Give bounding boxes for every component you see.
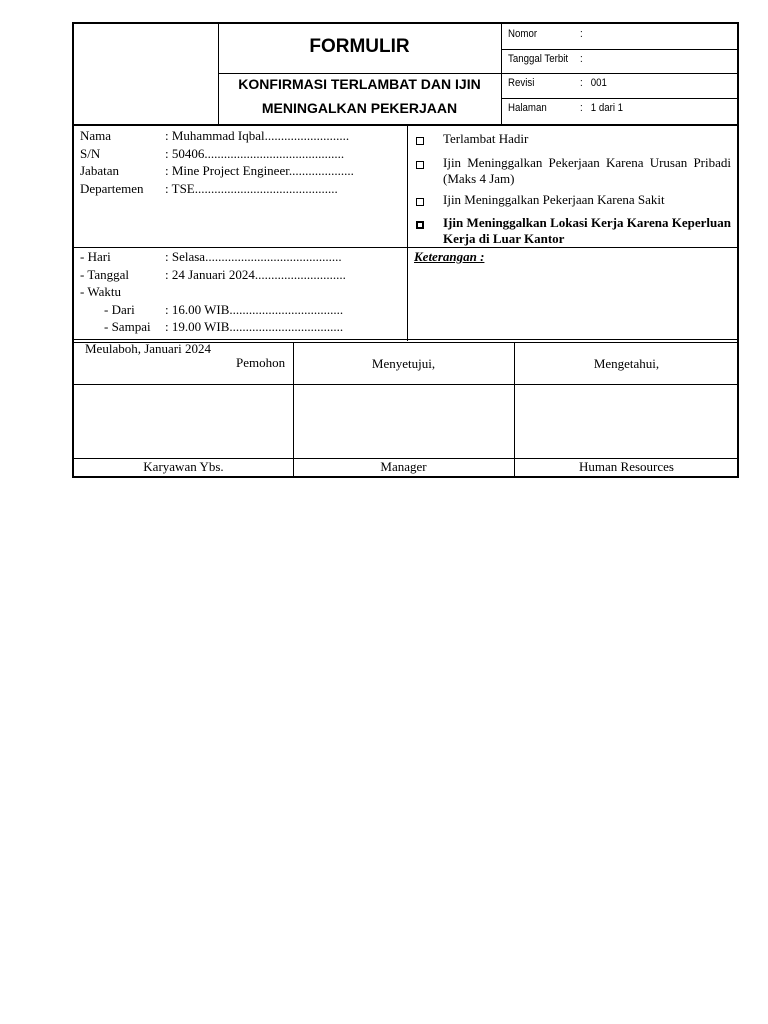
- body-divider: [407, 125, 408, 341]
- employee-departemen-label: Departemen: [80, 181, 144, 196]
- employee-departemen-value: : TSE............................................: [165, 181, 338, 196]
- hr-label: Human Resources: [579, 459, 674, 474]
- employee-sn-value: : 50406...........................................: [165, 146, 345, 161]
- meta-line-2: [501, 73, 739, 74]
- place-date: Meulaboh, Januari 2024: [85, 341, 212, 356]
- schedule-dari-label: - Dari: [104, 302, 135, 317]
- employee-jabatan-value: : Mine Project Engineer....................: [165, 163, 354, 178]
- meta-tanggal-value: :: [580, 53, 583, 65]
- signature-box-manager[interactable]: [294, 385, 514, 458]
- checkbox-urusan-pribadi[interactable]: [416, 161, 424, 169]
- karyawan-label: Karyawan Ybs.: [143, 459, 224, 474]
- option-terlambat-label: Terlambat Hadir: [443, 131, 529, 146]
- schedule-dari-value: : 16.00 WIB...................................: [165, 302, 344, 317]
- schedule-waktu-label: - Waktu: [80, 284, 121, 299]
- meta-line-3: [501, 98, 739, 99]
- employee-jabatan-label: Jabatan: [80, 163, 119, 178]
- keterangan-label: Keterangan :: [414, 249, 485, 264]
- checkbox-terlambat[interactable]: [416, 137, 424, 145]
- schedule-hari-label: - Hari: [80, 249, 111, 264]
- mengetahui-label: Mengetahui,: [593, 356, 660, 371]
- manager-label: Manager: [380, 459, 427, 474]
- option-urusan-pribadi-label: Ijin Meninggalkan Pekerjaan Karena Urusan Pribadi (Maks 4 Jam): [443, 155, 731, 186]
- schedule-tanggal-label: - Tanggal: [80, 267, 130, 282]
- schedule-hari-value: : Selasa..........................................: [165, 249, 342, 264]
- form-frame: [72, 22, 739, 478]
- schedule-sampai-value: : 19.00 WIB...................................: [165, 319, 344, 334]
- checkbox-sakit[interactable]: [416, 198, 424, 206]
- section-line-2: [74, 339, 739, 340]
- form-subtitle-line-2: MENINGALKAN PEKERJAAN: [261, 100, 458, 116]
- meta-halaman-value: : 1 dari 1: [580, 102, 624, 114]
- meta-line-1: [501, 49, 739, 50]
- meta-nomor-value: :: [580, 28, 583, 40]
- employee-nama-value: : Muhammad Iqbal..........................: [165, 128, 350, 143]
- form-title: FORMULIR: [309, 36, 410, 57]
- schedule-tanggal-value: : 24 Januari 2024............................: [165, 267, 346, 282]
- meta-tanggal-label: Tanggal Terbit: [508, 53, 569, 65]
- checkbox-luar-kantor[interactable]: [416, 221, 424, 229]
- form-subtitle-line-1: KONFIRMASI TERLAMBAT DAN IJIN: [238, 76, 481, 92]
- employee-sn-label: S/N: [80, 146, 101, 161]
- schedule-sampai-label: - Sampai: [104, 319, 151, 334]
- menyetujui-label: Menyetujui,: [371, 356, 436, 371]
- pemohon-label: Pemohon: [236, 355, 286, 370]
- option-luar-kantor-label: Ijin Meninggalkan Lokasi Kerja Karena Keperluan Kerja di Luar Kantor: [443, 215, 731, 246]
- meta-revisi-value: : 001: [580, 77, 607, 89]
- section-line-1: [74, 247, 739, 248]
- employee-nama-label: Nama: [80, 128, 112, 143]
- meta-halaman-label: Halaman: [508, 102, 547, 114]
- option-sakit-label: Ijin Meninggalkan Pekerjaan Karena Sakit: [443, 192, 665, 207]
- signature-box-hr[interactable]: [515, 385, 739, 458]
- header-divider-right: [501, 24, 502, 125]
- signature-box-karyawan[interactable]: [74, 385, 293, 458]
- meta-nomor-label: Nomor: [508, 28, 538, 40]
- meta-revisi-label: Revisi: [508, 77, 535, 89]
